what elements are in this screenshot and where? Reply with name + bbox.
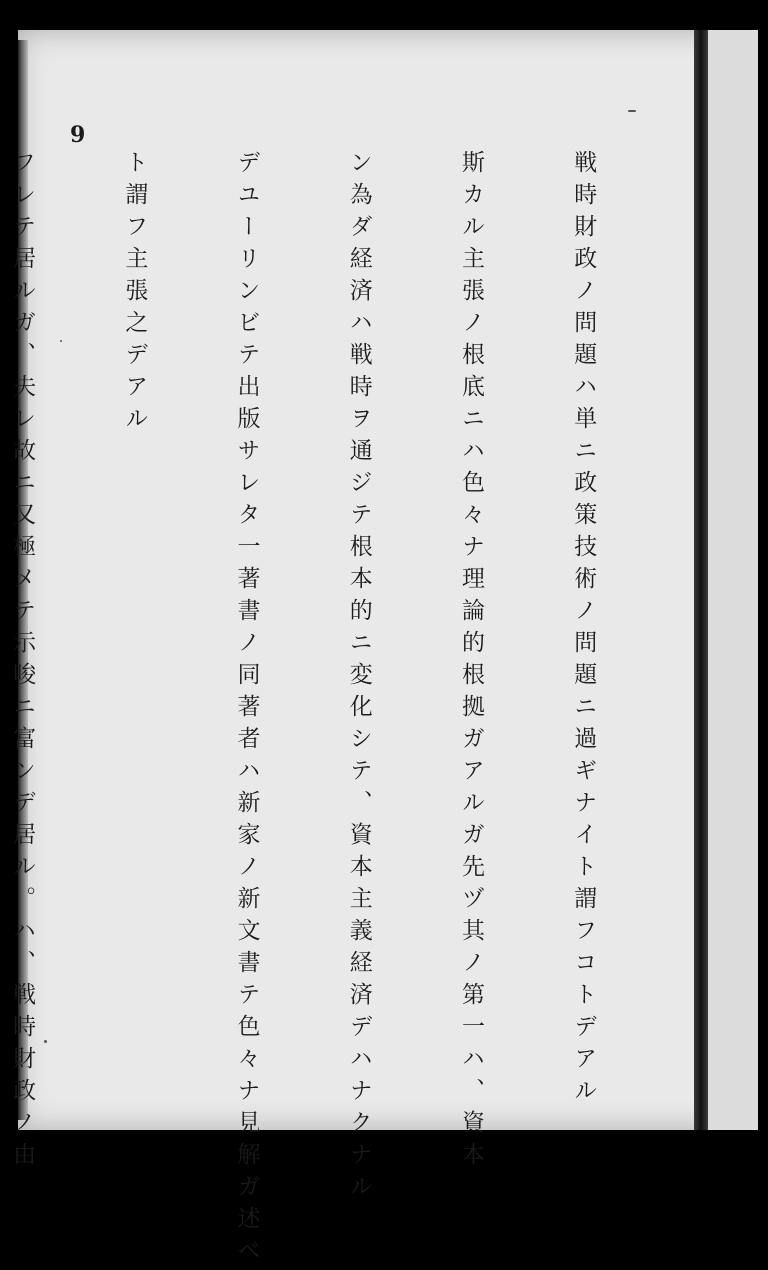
text-line: 戦時財政ノ問題ハ単ニ政策技術ノ問題ニ過ギナイト謂フコトデアル (570, 150, 597, 1110)
page-number: 9 (70, 122, 86, 148)
text-line: 斯カル主張ノ根底ニハ色々ナ理論的根拠ガアルガ先ヅ其ノ第一ハ、資本 (457, 150, 484, 1174)
text-line: フレテ居ルガ、夫レ故ニ又極メテ示唆ニ富ンデ居ル。ハ、戦時財政ノ由 (9, 150, 36, 1174)
scan-speck (60, 340, 62, 342)
vertical-text-body (9, 150, 676, 1270)
scan-speck (44, 1040, 47, 1043)
book-gutter (694, 30, 708, 1130)
facing-page (708, 30, 758, 1130)
text-line: ト謂フ主張之デアル (121, 150, 148, 438)
scan-speck (628, 110, 636, 112)
text-line: ン為ダ経済ハ戦時ヲ通ジテ根本的ニ変化シテ、資本主義経済デハナクナル (345, 150, 372, 1206)
text-line: デユーリンビテ出版サレタ一著書ノ同著者ハ新家ノ新文書テ色々ナ見解ガ述べ (233, 150, 260, 1270)
